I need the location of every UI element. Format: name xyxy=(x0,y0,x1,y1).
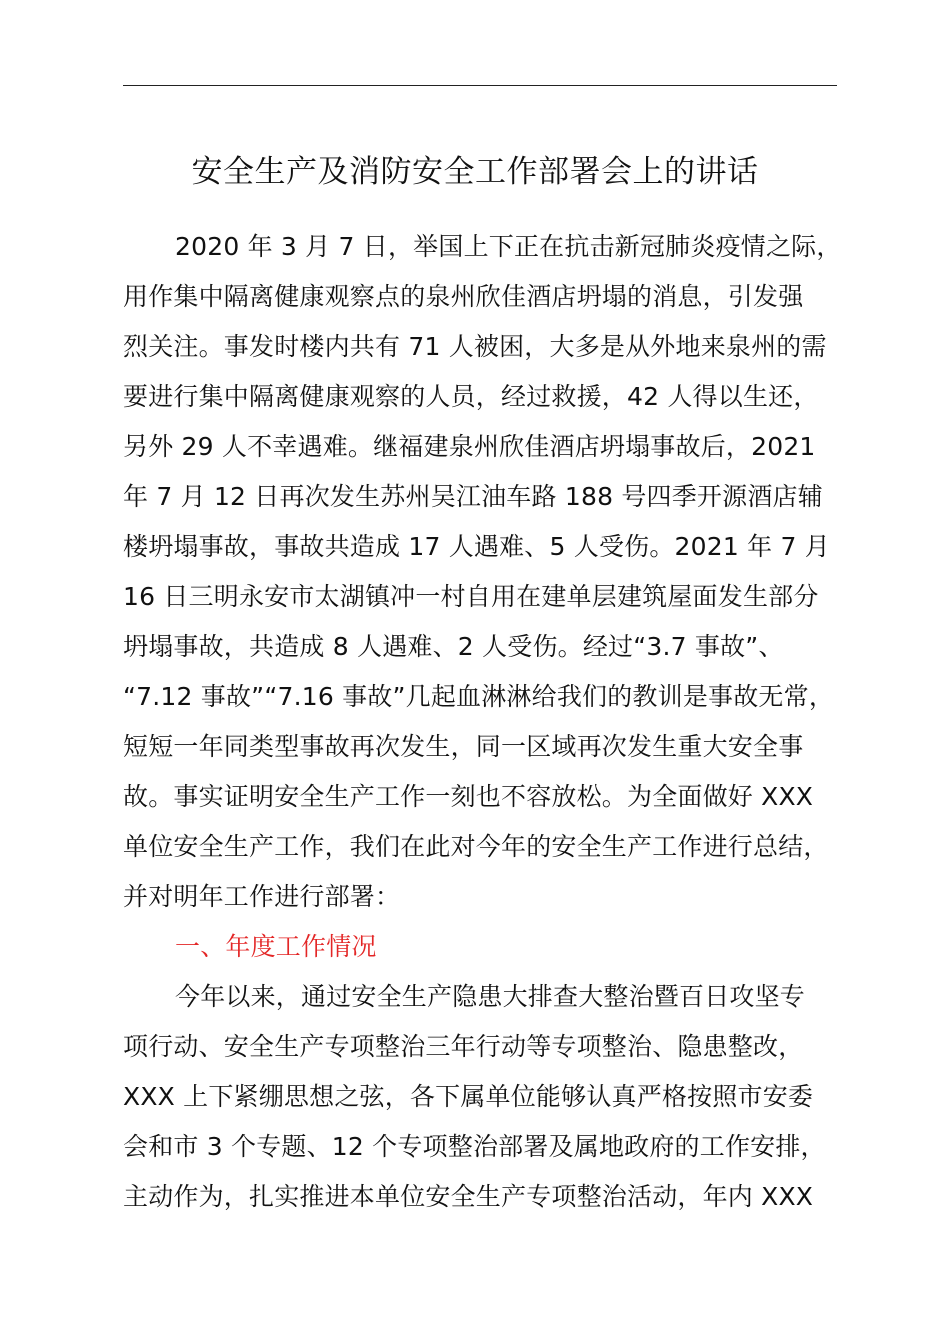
document-title: 安全生产及消防安全工作部署会上的讲话 xyxy=(191,154,759,190)
header-rule xyxy=(123,85,837,86)
paragraph-line: 主动作为，扎实推进本单位安全生产专项整治活动，年内 XXX xyxy=(123,1182,814,1211)
paragraph-line: 并对明年工作进行部署： xyxy=(123,882,401,911)
paragraph-line: 会和市 3 个专题、12 个专项整治部署及属地政府的工作安排， xyxy=(123,1132,826,1161)
paragraph-line: 短短一年同类型事故再次发生，同一区域再次发生重大安全事 xyxy=(123,732,804,761)
paragraph-line: 故。事实证明安全生产工作一刻也不容放松。为全面做好 XXX xyxy=(123,782,814,811)
section-heading: 一、年度工作情况 xyxy=(175,932,377,961)
paragraph-line: 烈关注。事发时楼内共有 71 人被困，大多是从外地来泉州的需 xyxy=(123,332,827,361)
paragraph-line: 另外 29 人不幸遇难。继福建泉州欣佳酒店坍塌事故后，2021 xyxy=(123,432,816,461)
paragraph-line: 要进行集中隔离健康观察的人员，经过救援，42 人得以生还， xyxy=(123,382,819,411)
paragraph-line: 2020 年 3 月 7 日，举国上下正在抗击新冠肺炎疫情之际， xyxy=(175,232,842,261)
paragraph-line: 今年以来，通过安全生产隐患大排查大整治暨百日攻坚专 xyxy=(175,982,806,1011)
paragraph-line: 16 日三明永安市太湖镇冲一村自用在建单层建筑屋面发生部分 xyxy=(123,582,819,611)
paragraph-line: 坍塌事故，共造成 8 人遇难、2 人受伤。经过“3.7 事故”、 xyxy=(123,632,784,661)
paragraph-line: XXX 上下紧绷思想之弦，各下属单位能够认真严格按照市安委 xyxy=(123,1082,814,1111)
paragraph-line: “7.12 事故”“7.16 事故”几起血淋淋给我们的教训是事故无常， xyxy=(123,682,835,711)
paragraph-line: 项行动、安全生产专项整治三年行动等专项整治、隐患整改， xyxy=(123,1032,804,1061)
paragraph-line: 用作集中隔离健康观察点的泉州欣佳酒店坍塌的消息，引发强 xyxy=(123,282,804,311)
paragraph-line: 年 7 月 12 日再次发生苏州吴江油车路 188 号四季开源酒店辅 xyxy=(123,482,823,511)
document-body xyxy=(123,222,853,1222)
paragraph-line: 单位安全生产工作，我们在此对今年的安全生产工作进行总结， xyxy=(123,832,829,861)
paragraph-line: 楼坍塌事故，事故共造成 17 人遇难、5 人受伤。2021 年 7 月 xyxy=(123,532,830,561)
